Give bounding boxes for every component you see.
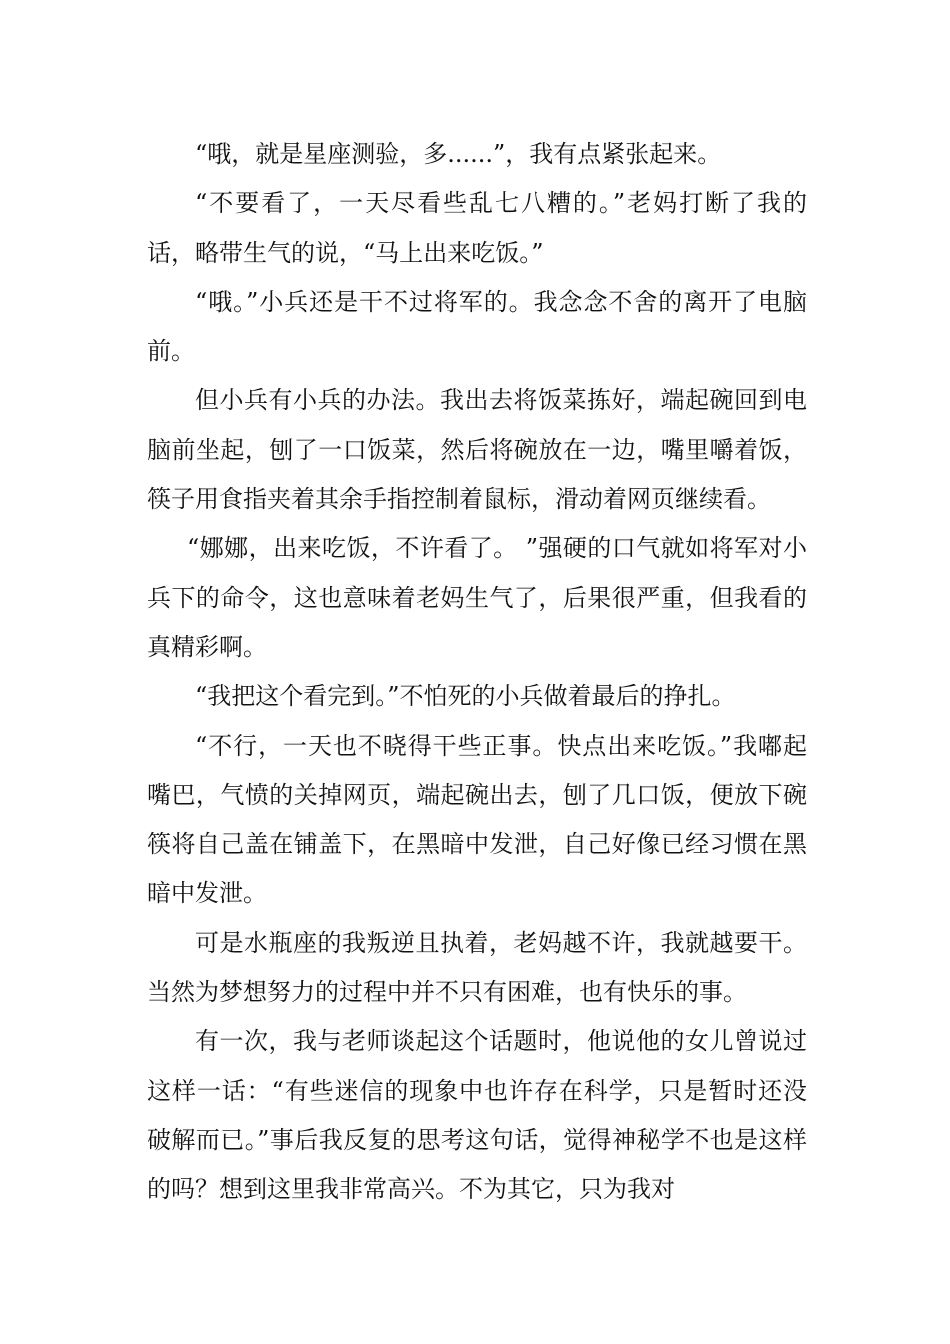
paragraph-3: “哦。”小兵还是干不过将军的。我念念不舍的离开了电脑前。: [147, 287, 807, 366]
paragraph-4: 但小兵有小兵的办法。我出去将饭菜拣好，端起碗回到电脑前坐起，刨了一口饭菜，然后将碗放在一边，嘴里嚼着饭，筷子用食指夹着其余手指控制着鼠标，滑动着网页继续看。: [147, 386, 807, 514]
paragraph-1: “哦，就是星座测验，多......”，我有点紧张起来。: [195, 140, 722, 168]
paragraph-5: “娜娜，出来吃饭，不许看了。 ”强硬的口气就如将军对小兵下的命令，这也意味着老妈生气了，后果很严重，但我看的真精彩啊。: [147, 534, 807, 661]
paragraph-8: 可是水瓶座的我叛逆且执着，老妈越不许，我就越要干。当然为梦想努力的过程中并不只有困难，也有快乐的事。: [147, 928, 807, 1007]
paragraph-9: 有一次，我与老师谈起这个话题时，他说他的女儿曾说过这样一话：“有些迷信的现象中也许存在科学，只是暂时还没破解而已。”事后我反复的思考这句话，觉得神秘学不也是这样的吗？想到这里我非常高兴。不为其它，只为我对: [147, 1027, 807, 1204]
paragraph-2: “不要看了，一天尽看些乱七八糟的。”老妈打断了我的话，略带生气的说，“马上出来吃饭。”: [147, 189, 807, 267]
body-text: [147, 130, 807, 1215]
paragraph-7: “不行，一天也不晓得干些正事。快点出来吃饭。”我嘟起嘴巴，气愤的关掉网页，端起碗出去，刨了几口饭，便放下碗筷将自己盖在铺盖下，在黑暗中发泄，自己好像已经习惯在黑暗中发泄。: [147, 731, 807, 908]
paragraph-6: “我把这个看完到。”不怕死的小兵做着最后的挣扎。: [195, 682, 736, 711]
